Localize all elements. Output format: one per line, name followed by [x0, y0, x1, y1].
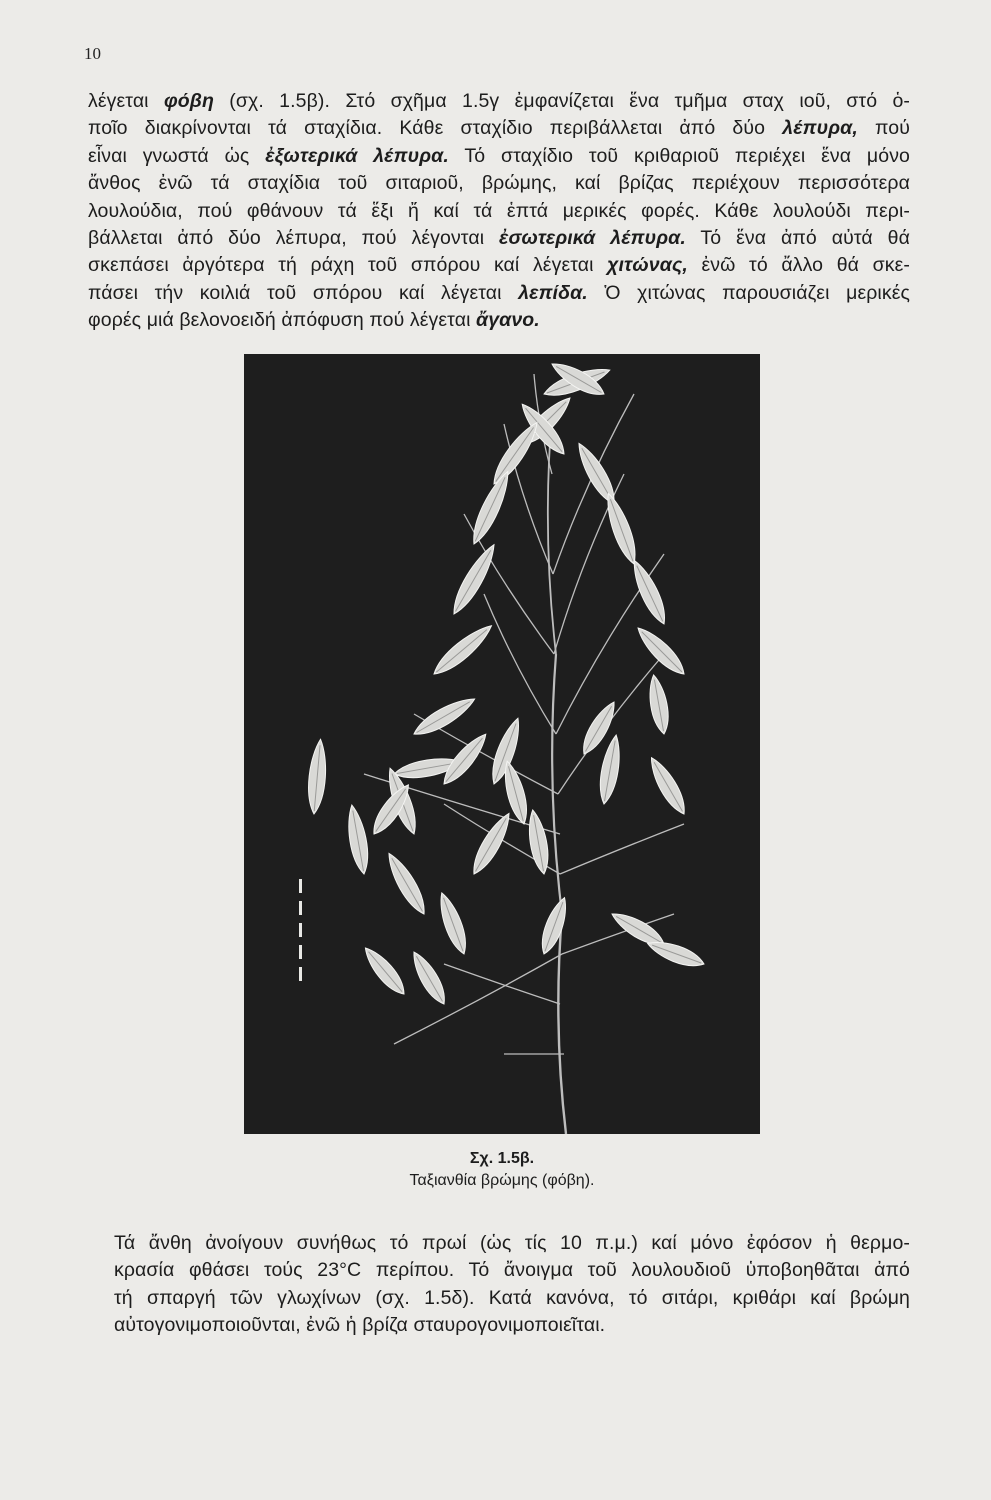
text-line — [88, 252, 910, 279]
term-highlight: ἐξωτερικά λέπυρα. — [265, 144, 449, 167]
text-line — [88, 88, 910, 115]
oat-panicle-photo — [244, 354, 760, 1134]
text-line — [88, 170, 910, 197]
text-line — [88, 198, 910, 225]
text-line — [88, 143, 910, 170]
text-segment: πού — [857, 117, 910, 140]
text-segment: πάσει τήν κοιλιά τοῦ σπόρου καί λέγεται — [88, 281, 519, 304]
text-line: αὐτογονιμοποιοῦνται, ἐνῶ ἡ βρίζα σταυρογονιμοποιεῖται. — [114, 1314, 606, 1337]
scale-mark — [299, 923, 302, 937]
text-segment: Ὁ χιτώνας παρουσιάζει μερικές — [587, 281, 911, 304]
term-highlight: ἐσωτερικά λέπυρα. — [499, 227, 686, 250]
page-number: 10 — [84, 44, 101, 63]
term-highlight: χιτώνας, — [607, 254, 688, 277]
scale-mark — [299, 879, 302, 893]
term-highlight: λεπίδα. — [518, 281, 588, 304]
figure-number: Σχ. 1.5β. — [469, 1150, 535, 1167]
oat-panicle-illustration — [244, 354, 760, 1134]
scale-mark — [299, 901, 302, 915]
term-highlight: φόβη — [163, 90, 214, 112]
text-segment: φορές μιά βελονοειδή ἀπόφυση πού λέγεται — [88, 309, 477, 332]
term-highlight: ἄγανο. — [476, 309, 540, 332]
text-segment: λέγεται — [88, 90, 164, 112]
text-segment: ἐνῶ τό ἄλλο θά σκε- — [687, 254, 910, 277]
term-highlight: λέπυρα, — [782, 117, 858, 140]
text-segment: Τό ἕνα ἀπό αὐτά θά — [685, 227, 910, 250]
scale-mark — [299, 967, 302, 981]
text-line: κρασία φθάσει τούς 23°C περίπου. Τό ἄνοιγμα τοῦ λουλουδιοῦ ὑποβοηθᾶται ἀπό — [114, 1259, 910, 1282]
text-segment: ποῖο διακρίνονται τά σταχίδια. Κάθε σταχίδιο περιβάλλεται ἀπό δύο — [88, 117, 783, 140]
text-segment: εἶναι γνωστά ὡς — [88, 144, 266, 167]
text-segment: λουλούδια, πού φθάνουν τά ἕξι ἤ καί τά ἑπτά μερικές φορές. Κάθε λουλούδι περι- — [88, 199, 910, 222]
scale-mark — [299, 945, 302, 959]
text-line — [88, 115, 910, 142]
text-segment: βάλλεται ἀπό δύο λέπυρα, πού λέγονται — [88, 227, 500, 250]
text-line — [88, 307, 910, 334]
text-line: Τά ἄνθη ἀνοίγουν συνήθως τό πρωί (ὡς τίς 10 π.μ.) καί μόνο ἐφόσον ἡ θερμο- — [114, 1232, 910, 1254]
text-segment: (σχ. 1.5β). Στό σχῆμα 1.5γ ἐμφανίζεται ἕνα τμῆμα σταχ ιοῦ, στό ὁ- — [213, 90, 911, 112]
text-line: τή σπαργή τῶν γλωχίνων (σχ. 1.5δ). Κατά κανόνα, τό σιτάρι, κριθάρι καί βρώμη — [114, 1286, 910, 1309]
figure-caption: Ταξιανθία βρώμης (φόβη). — [409, 1172, 595, 1189]
paragraph-text-bottom — [114, 1230, 910, 1340]
text-segment: Τό σταχίδιο τοῦ κριθαριοῦ περιέχει ἕνα μόνο — [448, 144, 910, 167]
text-line — [88, 225, 910, 252]
paragraph-text-top — [88, 88, 910, 335]
text-segment: ἄνθος ἐνῶ τά σταχίδια τοῦ σιταριοῦ, βρώμης, καί βρίζας περιέχουν περισσότερα — [88, 172, 910, 195]
text-line — [88, 280, 910, 307]
text-segment: σκεπάσει ἀργότερα τή ράχη τοῦ σπόρου καί λέγεται — [88, 254, 608, 277]
